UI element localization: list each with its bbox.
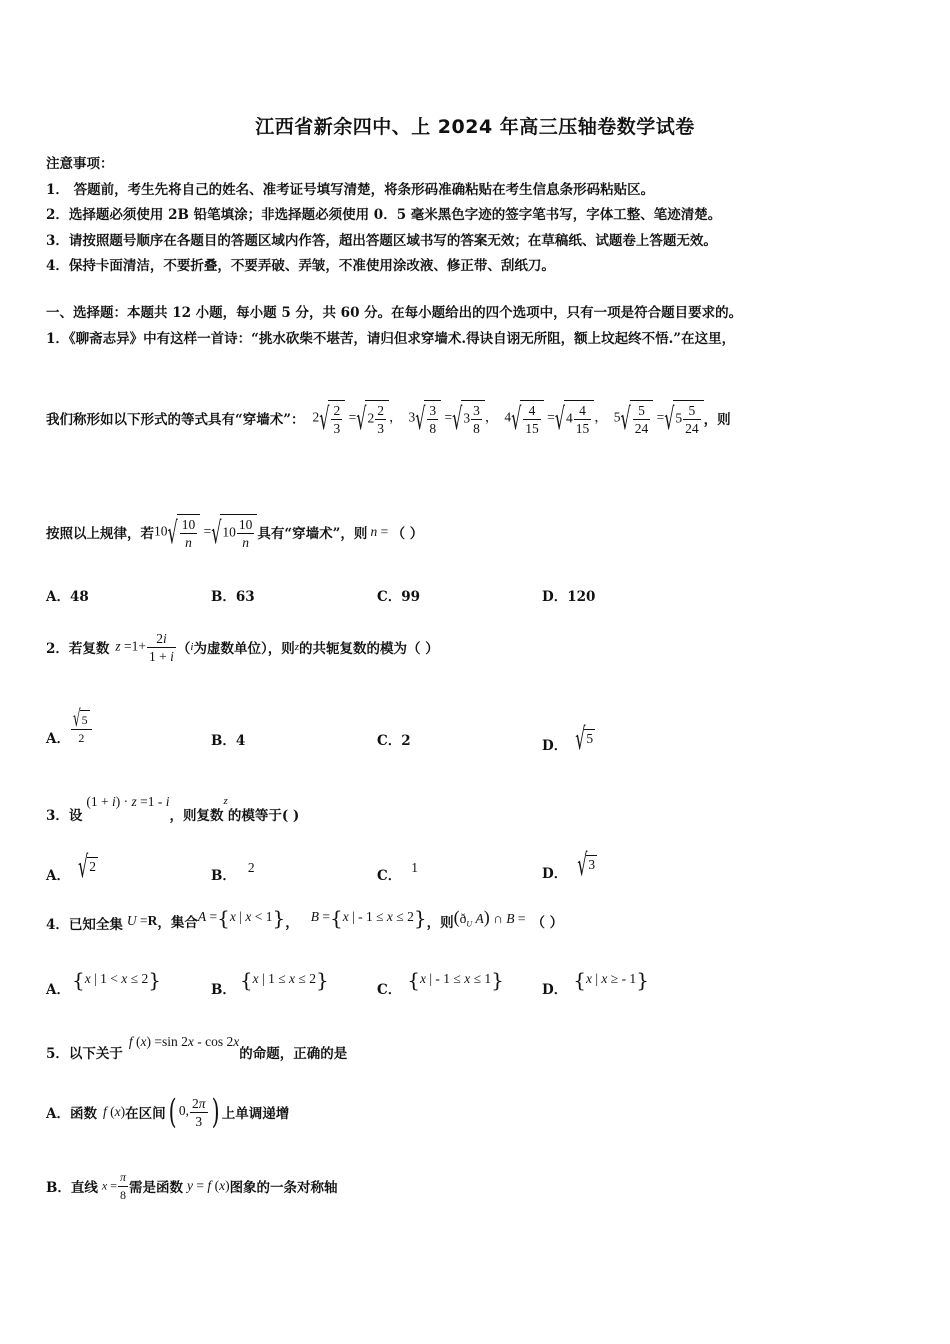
q3-option-c-label: C． [377, 868, 402, 884]
notice-item: 2．选择题必须使用 2B 铅笔填涂；非选择题必须使用 0．5 毫米黑色字迹的签字笔书写，字体工整、笔迹清楚。 [46, 207, 722, 223]
q1-stem: 1．《聊斋志异》中有这样一首诗：“挑水砍柴不堪苦，请归但求穿墙术.得诀自诩无所阻，额上坟起终不悟.”在这里， [46, 331, 736, 347]
notice-item: 1． 答题前，考生先将自己的姓名、准考证号填写清楚，将条形码准确粘贴在考生信息条形码粘贴区。 [46, 181, 655, 198]
q2-i-var: i [190, 641, 194, 653]
q3-prefix: 3．设 [46, 808, 83, 824]
q2-option-d-value: √5 [575, 719, 594, 757]
q5-option-b-function: y = f (x) [187, 1178, 230, 1193]
q3-mid: ，则复数 [169, 808, 224, 824]
q2-stem [46, 620, 439, 674]
q5-option-b[interactable] [46, 1164, 338, 1208]
q2-option-d-label: D． [542, 738, 568, 754]
q3-option-d[interactable] [542, 846, 597, 882]
q4-set-a: A ={x | x < 1} [197, 906, 286, 930]
page-title: 江西省新余四中、上 2024 年高三压轴卷数学试卷 [255, 116, 695, 138]
q1-has-property: 具有“穿墙术”，则 [257, 526, 368, 542]
q3-formula: (1 + i) · z =1 - i [86, 794, 170, 809]
q4-option-c-label: C． [377, 982, 402, 998]
q3-option-a-label: A． [46, 868, 70, 884]
q4-option-d[interactable] [542, 962, 649, 998]
q3-z-var: z [223, 795, 228, 807]
q2-option-d[interactable] [542, 719, 595, 757]
q4-option-b-label: B． [211, 982, 236, 998]
q2-z-var: z [294, 641, 300, 653]
q5-option-a[interactable] [46, 1084, 289, 1140]
q3-option-d-label: D． [542, 866, 568, 882]
notice-item: 3．请按照题号顺序在各题目的答题区域内作答，超出答题区域书写的答案无效；在草稿纸、试题卷上答题无效。 [46, 232, 717, 249]
q4-stem [46, 906, 563, 936]
q4-mid3: ，则 [426, 915, 454, 931]
q4-option-a-label: A． [46, 982, 70, 998]
q5-option-a-mid: 在区间 [125, 1106, 166, 1122]
q4-mid1: ，集合 [157, 915, 198, 931]
q1-formula-line [46, 388, 731, 448]
q3-suffix: 的模等于( ) [227, 808, 300, 824]
q4-expression: ($ð_U$ A) ∩ B = [453, 907, 526, 929]
q2-suffix: 的共轭复数的模为（ ） [299, 641, 439, 657]
q2-mid: 为虚数单位），则 [193, 641, 295, 657]
q3-stem [46, 786, 299, 824]
q4-option-c[interactable] [377, 962, 504, 998]
q3-option-c-value: 1 [411, 860, 418, 875]
notice-item: 4．保持卡面清洁，不要折叠，不要弄破、弄皱，不准使用涂改液、修正带、刮纸刀。 [46, 258, 555, 274]
q1-intro: 我们称形如以下形式的等式具有“穿墙术”： [46, 412, 305, 428]
notice-heading: 注意事项： [46, 156, 114, 172]
q1-option-b[interactable]: B．63 [211, 589, 255, 605]
q2-open: （ [176, 641, 191, 657]
q5-option-a-suffix: 上单调递增 [221, 1106, 290, 1122]
q2-option-b[interactable]: B．4 [211, 733, 246, 749]
q4-universal-set: U =R [126, 913, 158, 928]
q5-option-a-function: f (x) [102, 1104, 126, 1119]
q5-option-b-mid: 需是函数 [129, 1180, 184, 1196]
q3-option-b[interactable] [211, 852, 255, 884]
q4-option-b-value: {x | 1 ≤ x ≤ 2} [239, 968, 329, 992]
q4-mid2: ， [285, 915, 299, 931]
q4-option-a[interactable] [46, 962, 161, 998]
q2-option-a-value: $\frac{√5}{2}$ [71, 710, 92, 747]
q3-option-c[interactable] [377, 852, 418, 884]
q1-equation-2: 3√ $\frac{3}{8}$ =√3 $\frac{3}{8}$ ， [408, 399, 499, 437]
q5-prefix: 5．以下关于 [46, 1046, 123, 1062]
q3-option-a-value: √2 [77, 847, 96, 885]
q2-prefix: 2．若复数 [46, 641, 110, 657]
q2-formula: z =1+ $\frac{2i}{1 + i}$ [115, 630, 174, 664]
q5-option-b-suffix: 图象的一条对称轴 [229, 1180, 338, 1196]
q5-option-b-line: x = $\frac{\pi}{8}$ [101, 1169, 127, 1202]
q4-option-c-value: {x | - 1 ≤ x ≤ 1} [407, 968, 504, 992]
q3-option-d-value: √3 [577, 845, 596, 883]
q3-option-b-label: B． [211, 868, 236, 884]
q2-option-a-label: A． [46, 731, 70, 747]
q1-then: ，则 [703, 412, 731, 428]
q1-option-c[interactable]: C．99 [377, 589, 421, 605]
q1-variable-n: n [370, 524, 378, 539]
notice-block [46, 152, 721, 280]
q1-equation-3: 4√ $\frac{4}{15}$ =√4 $\frac{4}{15}$ ， [504, 399, 608, 437]
q2-option-a[interactable] [46, 703, 93, 747]
q1-option-d[interactable]: D．120 [542, 589, 596, 605]
q5-function: f (x) =sin 2x - cos 2x [128, 1034, 240, 1049]
q5-suffix: 的命题，正确的是 [239, 1046, 348, 1062]
q3-option-b-value: 2 [247, 860, 255, 875]
q3-option-a[interactable] [46, 848, 98, 884]
q4-option-d-value: {x | x ≥ - 1} [573, 968, 649, 992]
q1-question-line: 按照以上规律，若 10√ $\frac{10}{n}$ =√10 $\frac{10}{n}$ 具有“穿墙术”，则 n = （ ） [46, 513, 424, 551]
q1-rule: 按照以上规律，若 [46, 526, 154, 542]
q1-answer-bracket: （ ） [391, 526, 424, 542]
q2-option-c[interactable]: C．2 [377, 733, 411, 749]
q5-stem [46, 1022, 347, 1062]
q1-equation-4: 5√ $\frac{5}{24}$ =√5 $\frac{5}{24}$ [614, 400, 704, 437]
q1-condition-equation: 10√ $\frac{10}{n}$ =√10 $\frac{10}{n}$ [154, 514, 257, 551]
q5-option-b-prefix: B．直线 [46, 1180, 98, 1196]
q5-option-a-prefix: A．函数 [46, 1106, 97, 1122]
q1-option-a[interactable]: A．48 [46, 589, 89, 605]
q4-suffix: （ ） [531, 915, 564, 931]
q4-prefix: 4．已知全集 [46, 917, 123, 933]
q5-option-a-interval: ( 0, $\frac{2\pi}{3}$ ) [168, 1092, 220, 1132]
q4-option-b[interactable] [211, 962, 329, 998]
section-heading: 一、选择题：本题共 12 小题，每小题 5 分，共 60 分。在每小题给出的四个选项中，只有一项是符合题目要求的。 [46, 305, 743, 321]
q4-option-d-label: D． [542, 982, 568, 998]
q4-option-a-value: {x | 1 < x ≤ 2} [71, 968, 161, 992]
q4-set-b: B ={x | - 1 ≤ x ≤ 2} [310, 906, 427, 930]
q1-equation-1: 2√ $\frac{2}{3}$ =√2 $\frac{2}{3}$ ， [312, 399, 403, 437]
